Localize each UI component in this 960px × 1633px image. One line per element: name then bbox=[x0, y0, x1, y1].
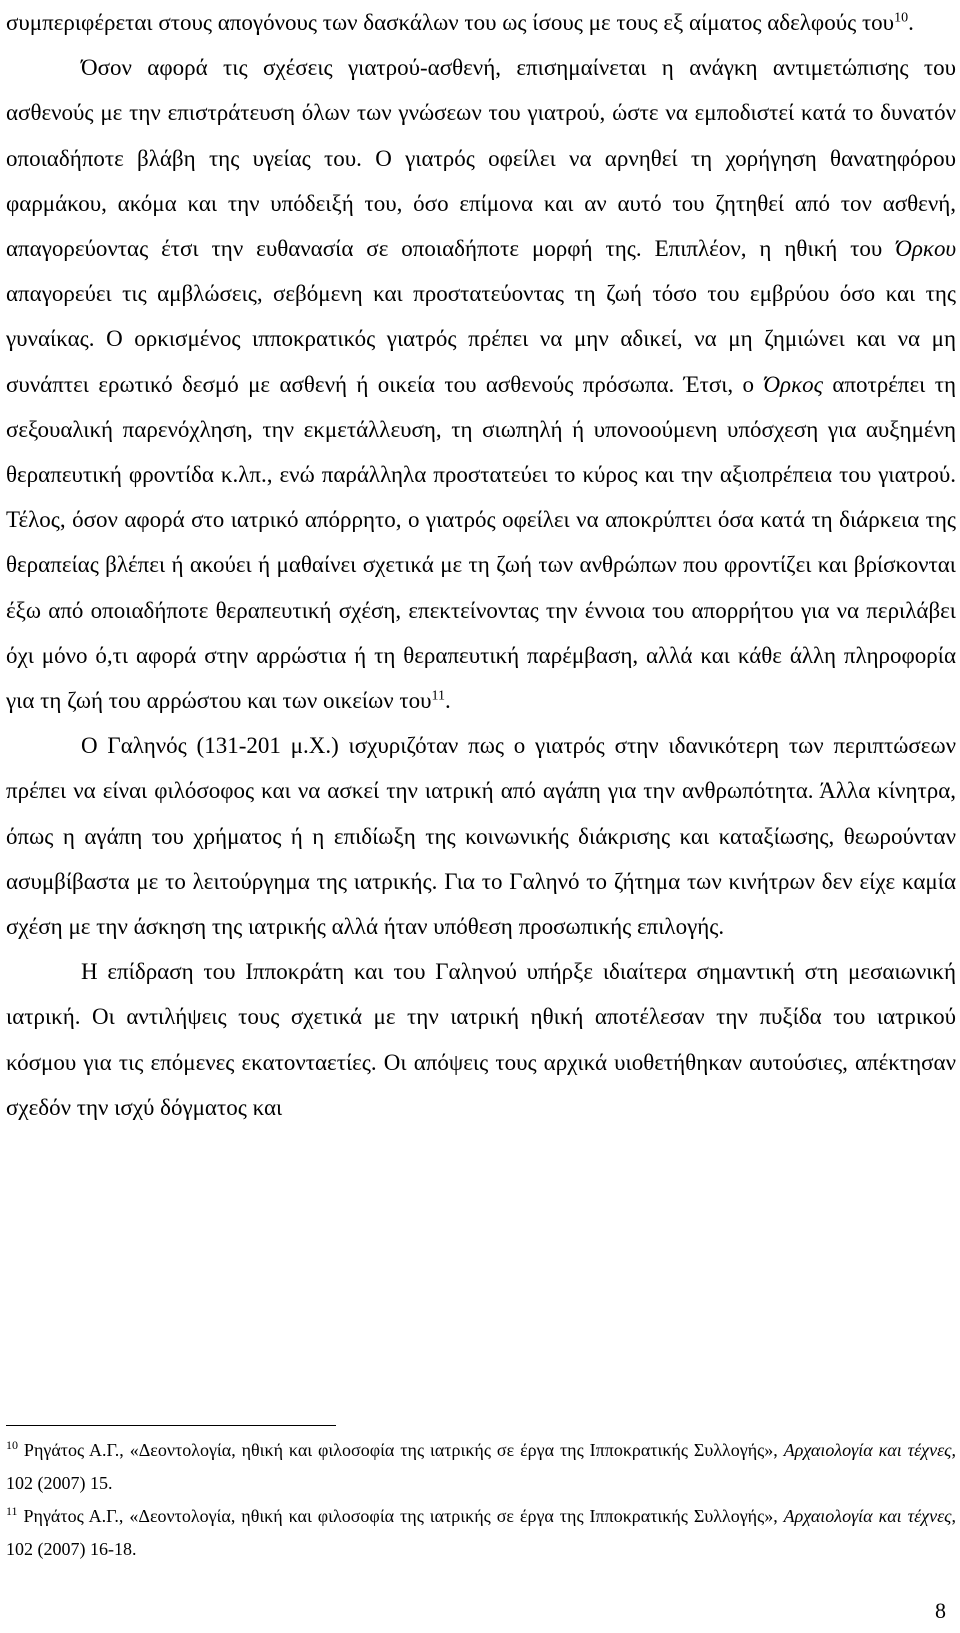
footnote bbox=[6, 1500, 956, 1566]
text-run: απαγορεύει τις αμβλώσεις, σεβόμενη και προστατεύοντας τη ζωή τόσο του εμβρύου όσο και της γυναίκας. Ο ορκισμένος ιπποκρατικός γιατρός πρέπει να μην αδικεί, να μη ζημιώνει και να μη συνάπτει ερωτικό δεσμό με ασθενή ή οικεία του ασθενούς πρόσωπα. Έτσι, ο bbox=[6, 281, 956, 397]
text-run: αποτρέπει τη σεξουαλική παρενόχληση, την εκμετάλλευση, τη σιωπηλή ή υπονοούμενη υπόσχεση για αυξημένη θεραπευτική φροντίδα κ.λπ., ενώ παράλληλα προστατεύει το κύρος και την αξιοπρέπεια του γιατρού. Τέλος, όσον αφορά στο ιατρικό απόρρητο, ο γιατρός οφείλει να αποκρύπτει όσα κατά τη διάρκεια της θεραπείας βλέπει ή ακούει ή μαθαίνει σχετικά με τη ζωή των ανθρώπων που φροντίζει και βρίσκονται έξω από οποιαδήποτε θεραπευτική σχέση, επεκτείνοντας την έννοια του απορρήτου για να περιλάβει όχι μόνο ό,τι αφορά στην αρρώστια ή τη θεραπευτική παρέμβαση, αλλά και κάθε άλλη πληροφορία για τη ζωή του αρρώστου και των οικείων του bbox=[6, 371, 956, 714]
italic-text: Αρχαιολογία και τέχνες bbox=[783, 1506, 952, 1526]
text-run: συμπεριφέρεται στους απογόνους των δασκάλων του ως ίσους με τους εξ αίματος αδελφούς του bbox=[6, 10, 895, 35]
footnotes bbox=[6, 1434, 956, 1566]
page-number: 8 bbox=[935, 1598, 946, 1623]
footnote-reference: 10 bbox=[894, 10, 909, 26]
italic-text: Όρκου bbox=[895, 236, 956, 262]
paragraph bbox=[6, 723, 956, 949]
text-run: , 102 (2007) 15. bbox=[6, 1440, 956, 1493]
text-run: , 102 (2007) 16-18. bbox=[6, 1506, 956, 1559]
footnote-number: 10 bbox=[6, 1438, 18, 1452]
body-text bbox=[6, 0, 956, 1130]
footnote-reference: 11 bbox=[431, 688, 446, 704]
footnote-separator bbox=[6, 1425, 336, 1426]
text-run: Ο Γαληνός (131-201 μ.Χ.) ισχυριζόταν πως ο γιατρός στην ιδανικότερη των περιπτώσεων πρέπει να είναι φιλόσοφος και να ασκεί την ιατρική από αγάπη για την ανθρωπότητα. Άλλα κίνητρα, όπως η αγάπη του χρήματος ή η επιδίωξη της κοινωνικής διάκρισης και καταξίωσης, θεωρούνταν ασυμβίβαστα με το λειτούργημα της ιατρικής. Για το Γαληνό το ζήτημα των κινήτρων δεν είχε καμία σχέση με την άσκηση της ιατρικής αλλά ήταν υπόθεση προσωπικής επιλογής. bbox=[6, 733, 956, 940]
italic-text: Όρκος bbox=[763, 371, 823, 397]
paragraph bbox=[6, 949, 956, 1130]
text-run: Ρηγάτος Α.Γ., «Δεοντολογία, ηθική και φιλοσοφία της ιατρικής σε έργα της Ιπποκρατικής Συλλογής», bbox=[17, 1506, 784, 1526]
paragraph bbox=[6, 45, 956, 723]
footnote-number: 11 bbox=[6, 1504, 18, 1518]
text-run: Όσον αφορά τις σχέσεις γιατρού-ασθενή, επισημαίνεται η ανάγκη αντιμετώπισης του ασθενούς με την επιστράτευση όλων των γνώσεων του γιατρού, ώστε να εμποδιστεί κατά το δυνατόν οποιαδήποτε βλάβη της υγείας του. Ο γιατρός οφείλει να αρνηθεί τη χορήγηση θανατηφόρου φαρμάκου, ακόμα και την υπόδειξή του, όσο επίμονα και αν αυτό του ζητηθεί από τον ασθενή, απαγορεύοντας έτσι την ευθανασία σε οποιαδήποτε μορφή της. Επιπλέον, η ηθική του bbox=[6, 55, 956, 262]
italic-text: Αρχαιολογία και τέχνες bbox=[783, 1440, 952, 1460]
text-run: Η επίδραση του Ιπποκράτη και του Γαληνού υπήρξε ιδιαίτερα σημαντική στη μεσαιωνική ιατρική. Οι αντιλήψεις τους σχετικά με την ιατρική ηθική αποτέλεσαν την πυξίδα του ιατρικού κόσμου για τις επόμενες εκατονταετίες. Οι απόψεις τους αρχικά υιοθετήθηκαν αυτούσιες, απέκτησαν σχεδόν την ισχύ δόγματος και bbox=[6, 959, 956, 1120]
text-run: Ρηγάτος Α.Γ., «Δεοντολογία, ηθική και φιλοσοφία της ιατρικής σε έργα της Ιπποκρατικής Συλλογής», bbox=[18, 1440, 784, 1460]
text-run: . bbox=[445, 688, 451, 714]
text-run: . bbox=[908, 10, 914, 35]
footnote bbox=[6, 1434, 956, 1500]
paragraph bbox=[6, 0, 956, 45]
